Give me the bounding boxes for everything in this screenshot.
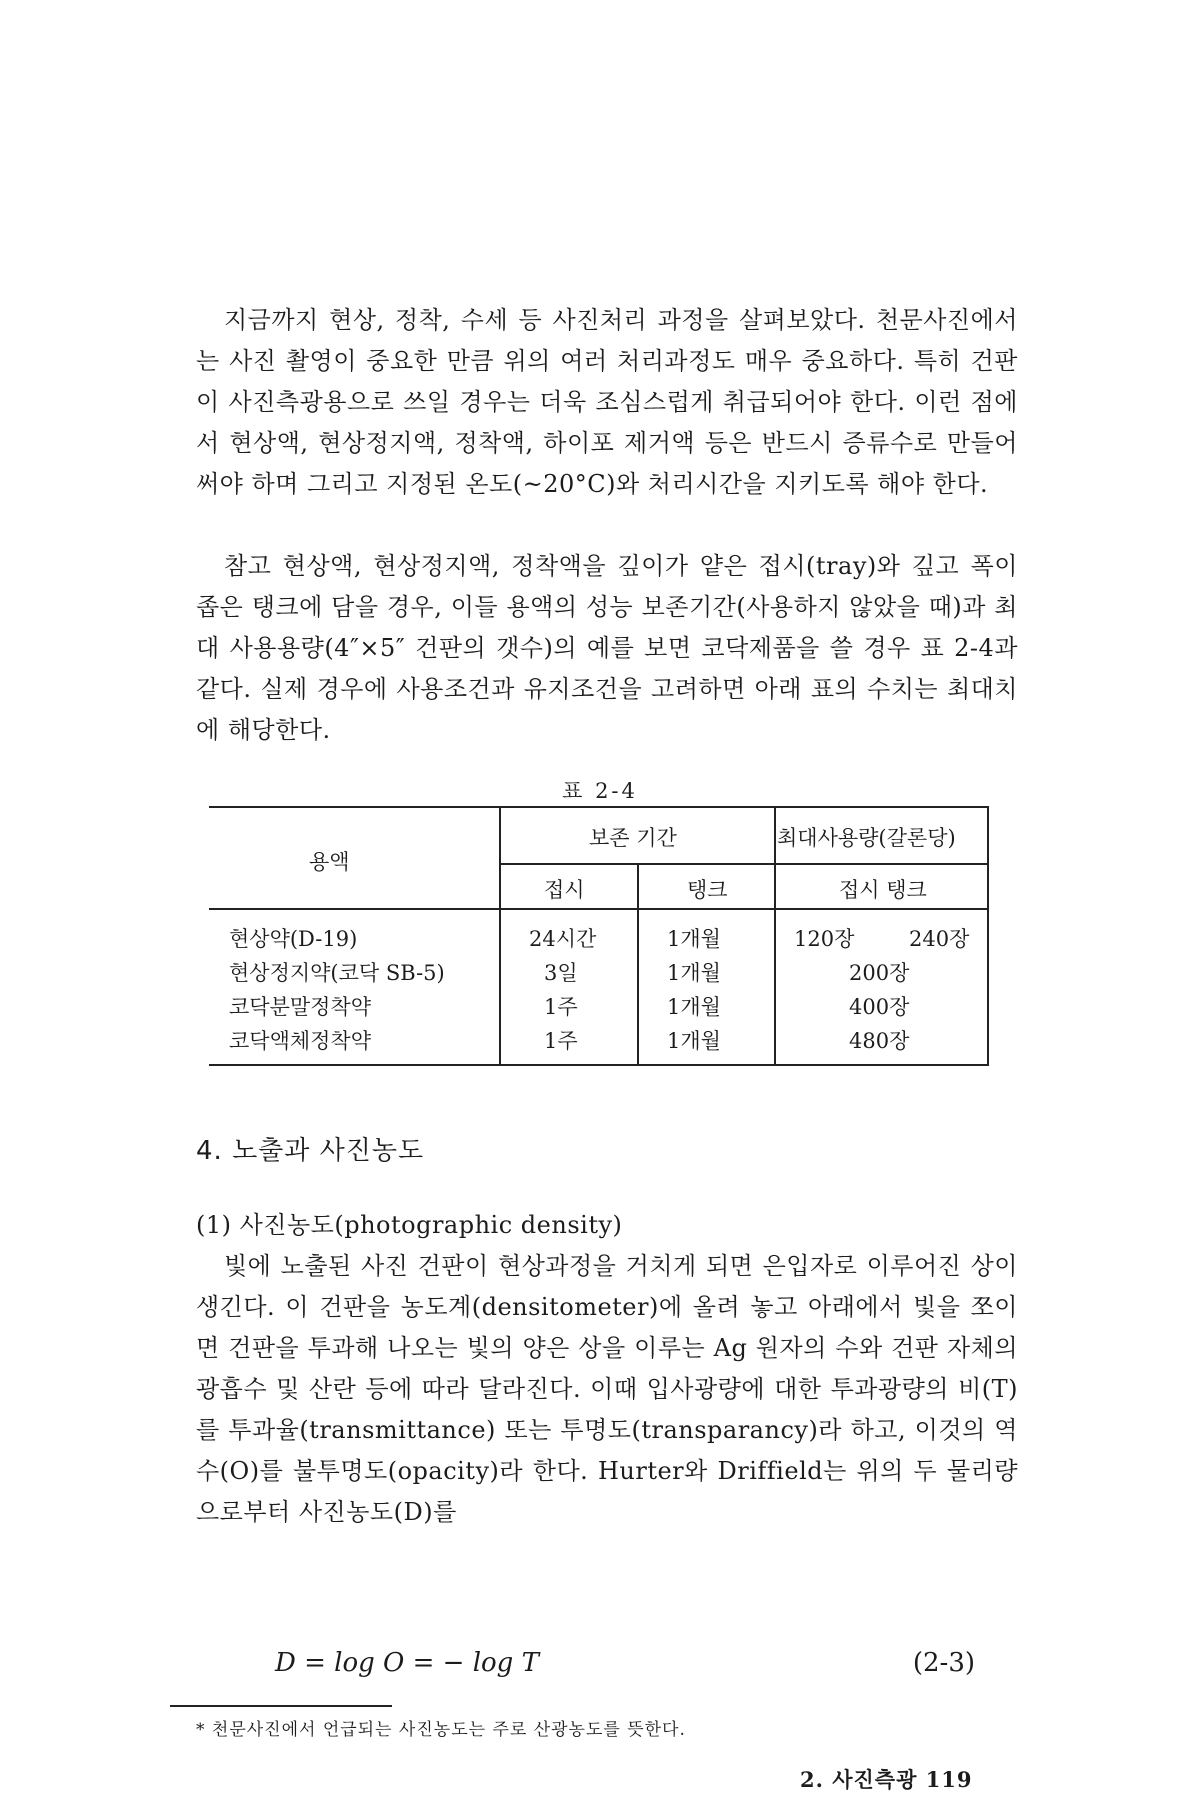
table-row-tray: 1주 — [544, 995, 578, 1019]
table-row-tray: 1주 — [544, 1029, 578, 1053]
header-tray-tank: 접시 탱크 — [839, 878, 927, 902]
table-row-max: 480장 — [849, 1029, 910, 1053]
section-heading: 4. 노출과 사진농도 — [196, 1136, 425, 1166]
paragraph-storage-reference — [196, 546, 1018, 751]
header-solution: 용액 — [309, 850, 350, 874]
column-divider — [774, 808, 776, 1064]
header-bottom-rule — [209, 908, 989, 910]
footnote-rule — [170, 1705, 392, 1707]
table-row-tray: 3일 — [544, 961, 578, 985]
table-row-name: 코닥액체정착약 — [229, 1029, 372, 1053]
table-row-max-tank: 240장 — [909, 927, 970, 951]
table-row-tank: 1개월 — [667, 961, 721, 985]
header-divider — [499, 863, 989, 865]
table-row-name: 현상약(D-19) — [229, 927, 358, 951]
paragraph-density — [196, 1205, 1018, 1533]
running-footer: 2. 사진측광 119 — [800, 1767, 973, 1792]
table-row-tank: 1개월 — [667, 1029, 721, 1053]
equation-number: (2-3) — [912, 1648, 975, 1678]
column-divider — [987, 808, 989, 1064]
table-row-max: 200장 — [849, 961, 910, 985]
equation-text: D = log O = − log T — [275, 1648, 539, 1678]
footnote: * 천문사진에서 언급되는 사진농도는 주로 산광농도를 뜻한다. — [196, 1720, 686, 1740]
table-row-name: 현상정지약(코닥 SB-5) — [229, 961, 445, 985]
table-row-tray: 24시간 — [529, 927, 597, 951]
column-divider — [637, 863, 639, 1064]
table-caption: 표 2-4 — [562, 779, 638, 803]
column-divider — [499, 808, 501, 1064]
header-storage: 보존 기간 — [589, 826, 677, 850]
paragraph-processing — [196, 300, 1018, 505]
table-row-tank: 1개월 — [667, 995, 721, 1019]
header-tray: 접시 — [544, 878, 585, 902]
table-row-max-tray: 120장 — [794, 927, 855, 951]
header-max-use: 최대사용량(갈론당) — [777, 826, 956, 850]
subsection-heading: (1) 사진농도(photographic density) — [196, 1211, 623, 1239]
paragraph-text: 빛에 노출된 사진 건판이 현상과정을 거치게 되면 은입자로 이루어진 상이 생긴다. 이 건판을 농도계(densitometer)에 올려 놓고 아래에서 빛을 쪼이면 건판을 투과해 나오는 빛의 양은 상을 이루는 Ag 원자의 수와 건판 자체의 광흡수 및 산란 등에 따라 달라진다. 이때 입사광량에 대한 투과광량의 비(T)를 투과율(transmittance) 또는 투명도(transparancy)라 하고, 이것의 역수(O)를 불투명도(opacity)라 한다. Hurter와 Driffield는 위의 두 물리량으로부터 사진농도(D)를 — [196, 1252, 1018, 1526]
solution-table — [209, 806, 989, 1066]
table-row-name: 코닥분말정착약 — [229, 995, 372, 1019]
table-row-max: 400장 — [849, 995, 910, 1019]
paragraph-text: 지금까지 현상, 정착, 수세 등 사진처리 과정을 살펴보았다. 천문사진에서는 사진 촬영이 중요한 만큼 위의 여러 처리과정도 매우 중요하다. 특히 건판이 사진측광용으로 쓰일 경우는 더욱 조심스럽게 취급되어야 한다. 이런 점에서 현상액, 현상정지액, 정착액, 하이포 제거액 등은 반드시 증류수로 만들어 써야 하며 그리고 지정된 온도(~20°C)와 처리시간을 지키도록 해야 한다. — [196, 306, 1018, 498]
equation-density — [275, 1648, 975, 1678]
table-row-tank: 1개월 — [667, 927, 721, 951]
header-tank: 탱크 — [687, 878, 728, 902]
paragraph-text: 참고 현상액, 현상정지액, 정착액을 깊이가 얕은 접시(tray)와 깊고 폭이 좁은 탱크에 담을 경우, 이들 용액의 성능 보존기간(사용하지 않았을 때)과 최대 사용용량(4″×5″ 건판의 갯수)의 예를 보면 코닥제품을 쓸 경우 표 2-4과 같다. 실제 경우에 사용조건과 유지조건을 고려하면 아래 표의 수치는 최대치에 해당한다. — [196, 552, 1018, 744]
